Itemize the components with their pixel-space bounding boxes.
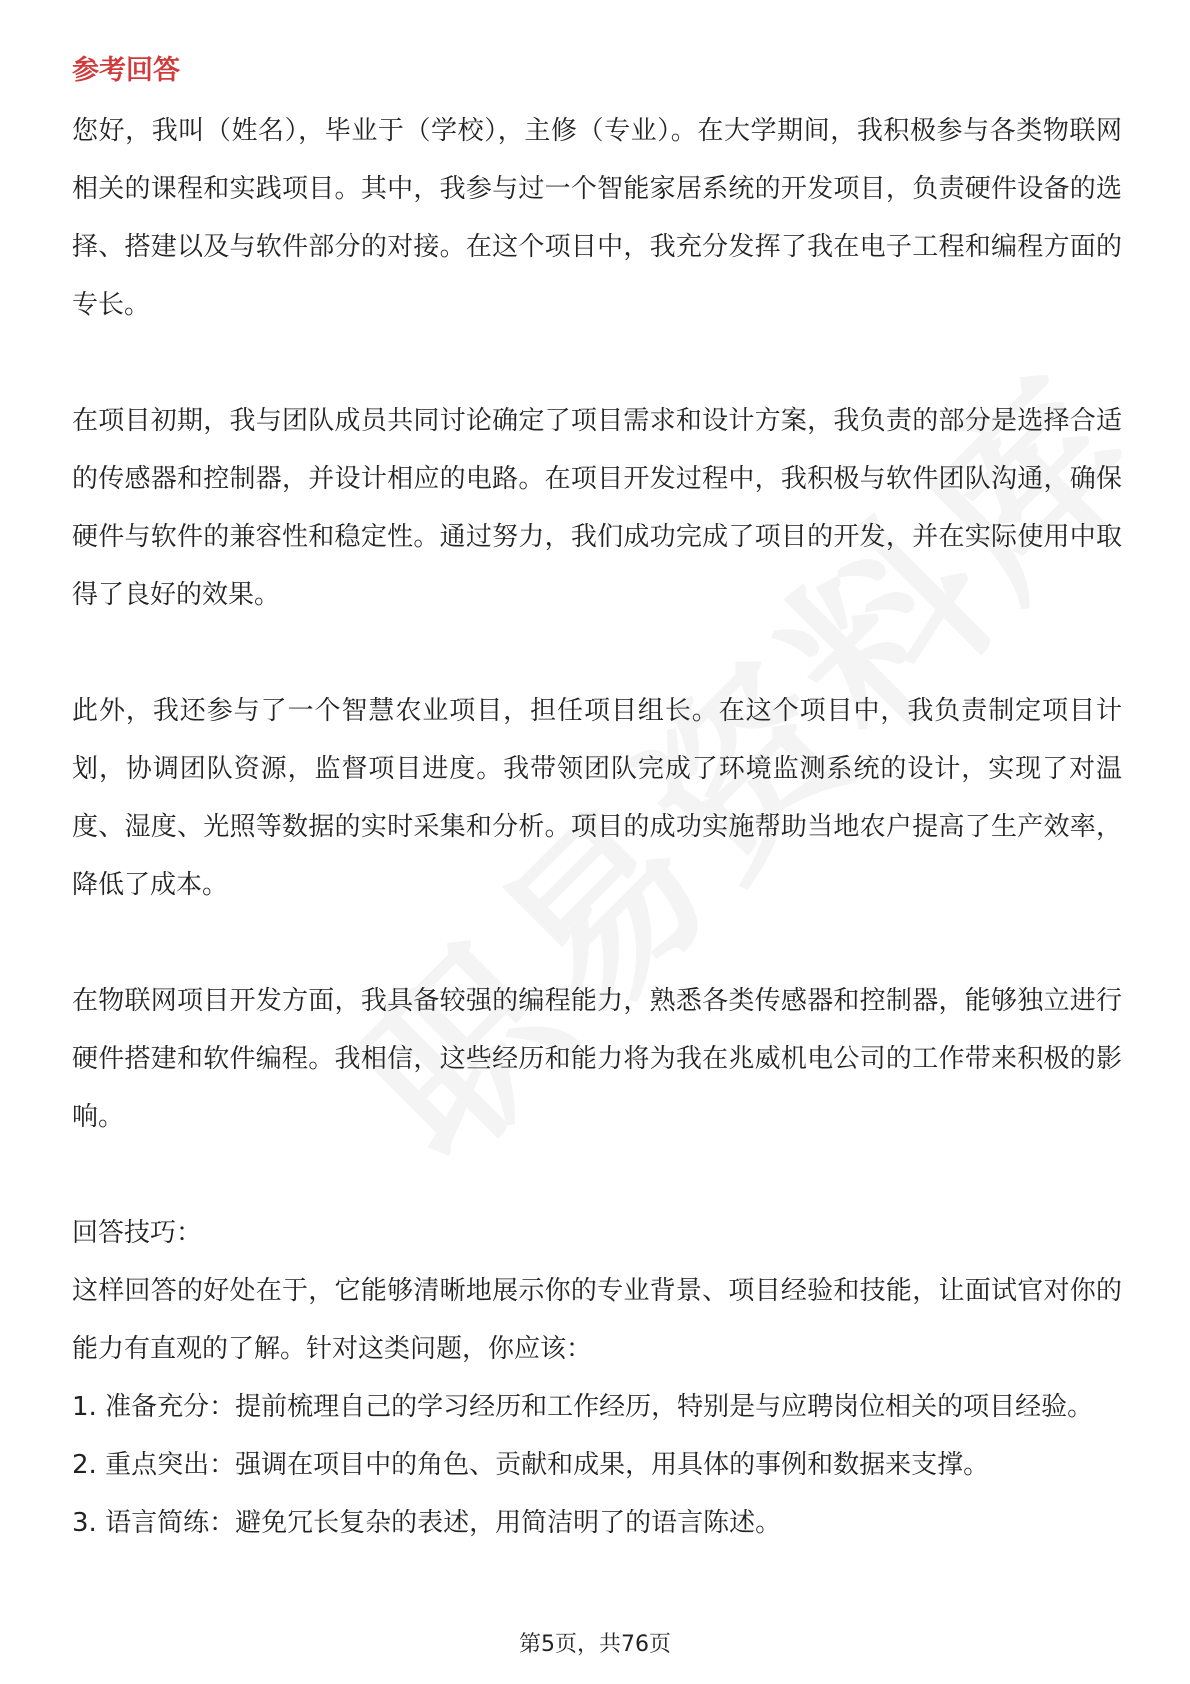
tips-item-1: 1. 准备充分：提前梳理自己的学习经历和工作经历，特别是与应聘岗位相关的项目经验。 [72, 1392, 1094, 1422]
answer-paragraph-4: 在物联网项目开发方面，我具备较强的编程能力，熟悉各类传感器和控制器，能够独立进行硬件搭建和软件编程。我相信，这些经历和能力将为我在兆威机电公司的工作带来积极的影响。 [72, 986, 1122, 1132]
answer-paragraph-3: 此外，我还参与了一个智慧农业项目，担任项目组长。在这个项目中，我负责制定项目计划，协调团队资源，监督项目进度。我带领团队完成了环境监测系统的设计，实现了对温度、湿度、光照等数据的实时采集和分析。项目的成功实施帮助当地农户提高了生产效率，降低了成本。 [72, 696, 1122, 900]
document-content [72, 48, 1122, 1552]
answer-paragraph-2: 在项目初期，我与团队成员共同讨论确定了项目需求和设计方案，我负责的部分是选择合适的传感器和控制器，并设计相应的电路。在项目开发过程中，我积极与软件团队沟通，确保硬件与软件的兼容性和稳定性。通过努力，我们成功完成了项目的开发，并在实际使用中取得了良好的效果。 [72, 406, 1122, 610]
section-title: 参考回答 [72, 55, 180, 86]
answer-paragraph-1: 您好，我叫（姓名），毕业于（学校），主修（专业）。在大学期间，我积极参与各类物联网相关的课程和实践项目。其中，我参与过一个智能家居系统的开发项目，负责硬件设备的选择、搭建以及与软件部分的对接。在这个项目中，我充分发挥了我在电子工程和编程方面的专长。 [72, 116, 1122, 320]
tips-list [72, 1378, 1122, 1552]
tips-item-3: 3. 语言简练：避免冗长复杂的表述，用简洁明了的语言陈述。 [72, 1508, 782, 1538]
tips-intro: 这样回答的好处在于，它能够清晰地展示你的专业背景、项目经验和技能，让面试官对你的能力有直观的了解。针对这类问题，你应该： [72, 1276, 1122, 1364]
tips-heading: 回答技巧： [72, 1218, 203, 1248]
tips-item-2: 2. 重点突出：强调在项目中的角色、贡献和成果，用具体的事例和数据来支撑。 [72, 1450, 990, 1480]
page-footer: 第5页，共76页 [519, 1632, 671, 1657]
tips-section [72, 1204, 1122, 1552]
